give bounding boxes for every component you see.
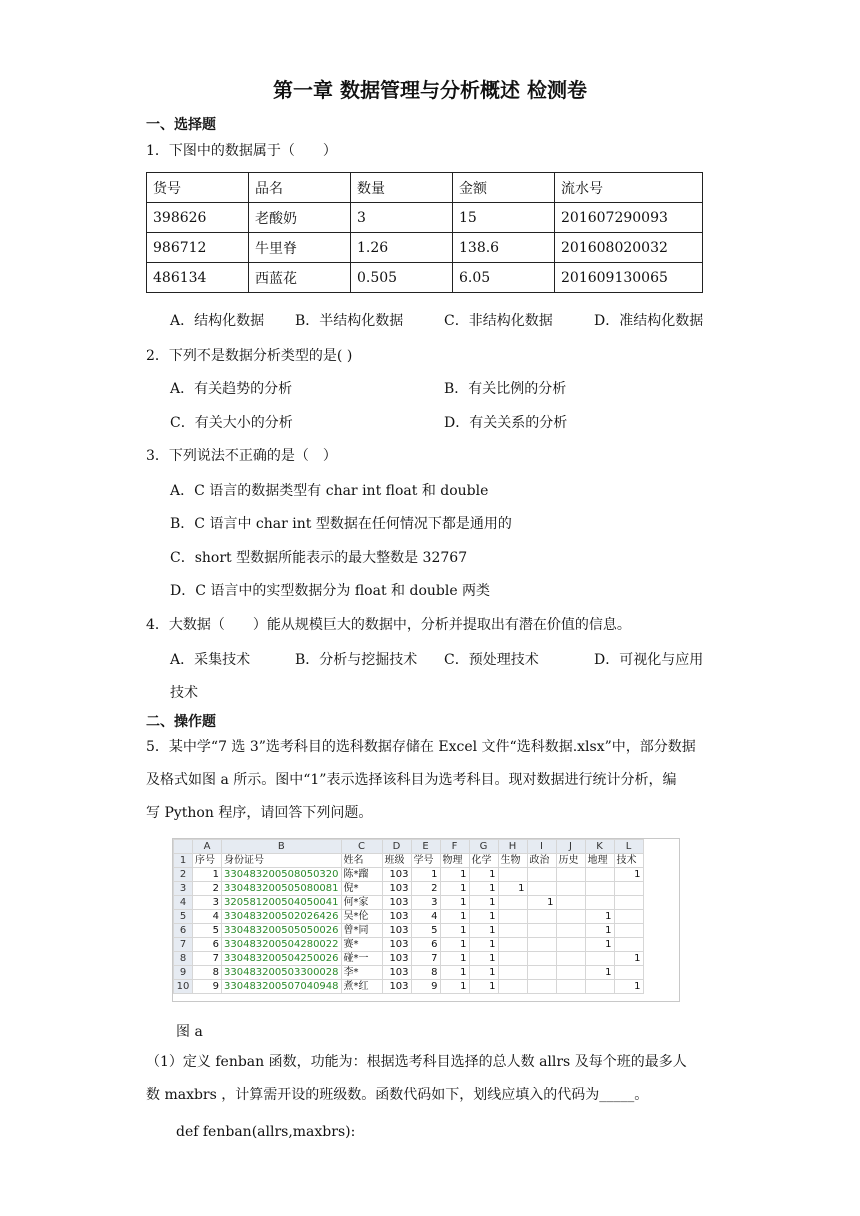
excel-cell: 1: [585, 938, 614, 952]
q1-option-b: B．半结构化数据: [295, 313, 404, 329]
excel-cell: 6: [411, 938, 440, 952]
excel-cell: 7: [411, 952, 440, 966]
excel-row-number: 4: [174, 896, 193, 910]
excel-cell: 1: [469, 938, 498, 952]
excel-cell: 6: [193, 938, 222, 952]
excel-cell: 曾*同: [341, 924, 382, 938]
excel-cell: 3: [411, 896, 440, 910]
excel-corner-cell: [174, 840, 193, 854]
excel-cell: 103: [382, 924, 411, 938]
excel-cell: 1: [585, 924, 614, 938]
excel-cell: 吴*伦: [341, 910, 382, 924]
excel-cell: 1: [469, 896, 498, 910]
excel-cell: [498, 966, 527, 980]
excel-cell: 103: [382, 952, 411, 966]
excel-cell: [614, 924, 643, 938]
excel-cell: 330483200504280022: [222, 938, 342, 952]
excel-cell: 1: [614, 952, 643, 966]
excel-header-cell: 政治: [527, 854, 556, 868]
excel-cell: [556, 980, 585, 994]
excel-cell: 330483200505080081: [222, 882, 342, 896]
excel-row-number: 10: [174, 980, 193, 994]
excel-data-row: [174, 980, 644, 994]
excel-data-row: [174, 910, 644, 924]
excel-cell: 330483200508050320: [222, 868, 342, 882]
excel-data-row: [174, 952, 644, 966]
q2-option-d: D．有关关系的分析: [444, 415, 568, 431]
excel-cell: 1: [440, 882, 469, 896]
excel-row-number: 6: [174, 924, 193, 938]
excel-header-cell: 生物: [498, 854, 527, 868]
excel-cell: 3: [193, 896, 222, 910]
excel-cell: 煮*红: [341, 980, 382, 994]
table-cell: 老酸奶: [249, 203, 351, 233]
q4-option-d-wrap: 技术: [170, 685, 198, 701]
table-header-cell: 数量: [351, 173, 453, 203]
excel-cell: [527, 868, 556, 882]
excel-header-cell: 序号: [193, 854, 222, 868]
table-header-cell: 流水号: [555, 173, 703, 203]
table-cell: 201608020032: [555, 233, 703, 263]
excel-cell: 330483200507040948: [222, 980, 342, 994]
excel-cell: 2: [193, 882, 222, 896]
table-cell: 3: [351, 203, 453, 233]
excel-cell: 1: [585, 910, 614, 924]
excel-cell: 李*: [341, 966, 382, 980]
excel-cell: 倪*: [341, 882, 382, 896]
excel-cell: [527, 882, 556, 896]
excel-cell: 1: [193, 868, 222, 882]
excel-data-row: [174, 924, 644, 938]
q3-option-a: A．C 语言的数据类型有 char int float 和 double: [170, 483, 489, 499]
excel-cell: 330483200505050026: [222, 924, 342, 938]
excel-cell: [527, 938, 556, 952]
table-cell: 201609130065: [555, 263, 703, 293]
excel-cell: [527, 924, 556, 938]
q3-option-b: B．C 语言中 char int 型数据在任何情况下都是通用的: [170, 516, 512, 532]
excel-cell: [556, 882, 585, 896]
excel-cell: 9: [193, 980, 222, 994]
excel-row-number: 8: [174, 952, 193, 966]
q2-option-c: C．有关大小的分析: [170, 415, 293, 431]
excel-cell: [498, 924, 527, 938]
table-cell: 1.26: [351, 233, 453, 263]
excel-data-row: [174, 896, 644, 910]
q3-option-c: C．short 型数据所能表示的最大整数是 32767: [170, 550, 468, 566]
excel-data-rows: [174, 868, 644, 994]
excel-cell: 1: [469, 980, 498, 994]
section-heading-operation: 二、操作题: [146, 714, 216, 730]
table-cell: 西蓝花: [249, 263, 351, 293]
question-5-line-3: 写 Python 程序，请回答下列问题。: [146, 805, 373, 821]
excel-data-row: [174, 938, 644, 952]
table-cell: 0.505: [351, 263, 453, 293]
excel-header-cell: 班级: [382, 854, 411, 868]
excel-cell: 1: [585, 966, 614, 980]
excel-cell: 1: [440, 868, 469, 882]
excel-cell: 1: [614, 980, 643, 994]
excel-col-letter: D: [382, 840, 411, 854]
excel-col-letter: K: [585, 840, 614, 854]
excel-col-letter: L: [614, 840, 643, 854]
excel-cell: [498, 910, 527, 924]
excel-cell: 1: [440, 980, 469, 994]
question-3-stem: 3．下列说法不正确的是（ ）: [146, 448, 337, 464]
question-2-stem: 2．下列不是数据分析类型的是( ): [146, 348, 353, 364]
excel-cell: 1: [527, 896, 556, 910]
excel-cell: 103: [382, 882, 411, 896]
excel-col-letter: J: [556, 840, 585, 854]
table-row: [147, 203, 703, 233]
question-5-sub1-line-2: 数 maxbrs ，计算需开设的班级数。函数代码如下，划线应填入的代码为_____。: [146, 1087, 649, 1103]
code-line-def: def fenban(allrs,maxbrs):: [176, 1124, 356, 1140]
excel-cell: [556, 924, 585, 938]
excel-cell: 103: [382, 910, 411, 924]
excel-cell: 330483200504250026: [222, 952, 342, 966]
question-4-stem: 4．大数据（ ）能从规模巨大的数据中，分析并提取出有潜在价值的信息。: [146, 617, 631, 633]
table-cell: 牛里脊: [249, 233, 351, 263]
excel-cell: [556, 896, 585, 910]
question-5-line-1: 5．某中学“7 选 3”选考科目的选科数据存储在 Excel 文件“选科数据.xlsx”中，部分数据: [146, 739, 696, 755]
table-row: [147, 233, 703, 263]
excel-cell: [556, 868, 585, 882]
excel-cell: 1: [440, 924, 469, 938]
excel-cell: 4: [193, 910, 222, 924]
excel-cell: 5: [411, 924, 440, 938]
table-header-cell: 金额: [453, 173, 555, 203]
excel-cell: [585, 868, 614, 882]
excel-cell: 1: [440, 938, 469, 952]
excel-column-letters: [174, 840, 644, 854]
excel-cell: 2: [411, 882, 440, 896]
q4-option-c: C．预处理技术: [444, 652, 539, 668]
q2-option-b: B．有关比例的分析: [444, 381, 567, 397]
q4-option-b: B．分析与挖掘技术: [295, 652, 418, 668]
q3-option-d: D．C 语言中的实型数据分为 float 和 double 两类: [170, 583, 491, 599]
excel-cell: 1: [469, 910, 498, 924]
section-heading-choice: 一、选择题: [146, 117, 216, 133]
excel-header-cell: 物理: [440, 854, 469, 868]
excel-cell: 8: [411, 966, 440, 980]
excel-header-cell: 身份证号: [222, 854, 342, 868]
table-cell: 15: [453, 203, 555, 233]
excel-cell: 1: [469, 924, 498, 938]
excel-cell: 1: [440, 966, 469, 980]
excel-col-letter: B: [222, 840, 342, 854]
table-cell: 398626: [147, 203, 249, 233]
table-header-cell: 货号: [147, 173, 249, 203]
excel-cell: 赛*: [341, 938, 382, 952]
excel-cell: 330483200503300028: [222, 966, 342, 980]
excel-cell: [527, 910, 556, 924]
excel-col-letter: C: [341, 840, 382, 854]
excel-cell: 碰*一: [341, 952, 382, 966]
excel-cell: [527, 980, 556, 994]
excel-col-letter: E: [411, 840, 440, 854]
excel-cell: 9: [411, 980, 440, 994]
excel-cell: [614, 966, 643, 980]
excel-row-number: 9: [174, 966, 193, 980]
excel-cell: [527, 966, 556, 980]
excel-header-cell: 历史: [556, 854, 585, 868]
excel-cell: 103: [382, 868, 411, 882]
excel-cell: 1: [498, 882, 527, 896]
excel-cell: 103: [382, 980, 411, 994]
table-row: [147, 263, 703, 293]
excel-grid: [173, 839, 644, 994]
excel-cell: [556, 938, 585, 952]
excel-cell: [556, 966, 585, 980]
excel-cell: 1: [469, 952, 498, 966]
excel-cell: [585, 952, 614, 966]
excel-cell: 1: [469, 868, 498, 882]
excel-cell: [527, 952, 556, 966]
excel-cell: [556, 952, 585, 966]
excel-data-row: [174, 868, 644, 882]
excel-cell: 1: [614, 868, 643, 882]
excel-row-number: 5: [174, 910, 193, 924]
excel-col-letter: I: [527, 840, 556, 854]
excel-cell: 1: [469, 966, 498, 980]
table-cell: 138.6: [453, 233, 555, 263]
excel-cell: 5: [193, 924, 222, 938]
excel-col-letter: A: [193, 840, 222, 854]
q2-option-a: A．有关趋势的分析: [170, 381, 293, 397]
excel-cell: 陈*蹓: [341, 868, 382, 882]
excel-cell: 103: [382, 938, 411, 952]
excel-cell: 1: [411, 868, 440, 882]
excel-cell: 7: [193, 952, 222, 966]
table-cell: 201607290093: [555, 203, 703, 233]
goods-table: [146, 172, 703, 293]
excel-cell: [585, 896, 614, 910]
excel-header-cell: 技术: [614, 854, 643, 868]
q1-option-a: A．结构化数据: [170, 313, 265, 329]
question-5-sub1-line-1: （1）定义 fenban 函数，功能为：根据选考科目选择的总人数 allrs 及每个班的最多人: [146, 1054, 687, 1070]
excel-header-row: 1 序号 身份证号 姓名 班级 学号 物理 化学 生物 政治 历史 地理 技术: [174, 854, 644, 868]
excel-cell: [614, 882, 643, 896]
excel-cell: 320581200504050041: [222, 896, 342, 910]
table-header-cell: 品名: [249, 173, 351, 203]
q4-option-d: D．可视化与应用: [594, 652, 704, 668]
excel-cell: 8: [193, 966, 222, 980]
excel-col-letter: G: [469, 840, 498, 854]
excel-cell: [498, 952, 527, 966]
q1-option-d: D．准结构化数据: [594, 313, 704, 329]
excel-row-number: 3: [174, 882, 193, 896]
excel-cell: [498, 938, 527, 952]
page-title: 第一章 数据管理与分析概述 检测卷: [273, 78, 587, 102]
excel-cell: 1: [440, 910, 469, 924]
table-cell: 986712: [147, 233, 249, 263]
excel-cell: [585, 882, 614, 896]
excel-cell: 何*家: [341, 896, 382, 910]
excel-cell: [585, 980, 614, 994]
q1-option-c: C．非结构化数据: [444, 313, 553, 329]
excel-cell: [614, 896, 643, 910]
excel-cell: [614, 938, 643, 952]
excel-header-cell: 姓名: [341, 854, 382, 868]
excel-cell: 103: [382, 896, 411, 910]
excel-cell: 4: [411, 910, 440, 924]
excel-row-number: 2: [174, 868, 193, 882]
excel-cell: 1: [440, 896, 469, 910]
excel-cell: [556, 910, 585, 924]
excel-data-row: [174, 966, 644, 980]
table-header-row: [147, 173, 703, 203]
excel-cell: 1: [440, 952, 469, 966]
excel-cell: [498, 868, 527, 882]
excel-col-letter: H: [498, 840, 527, 854]
figure-caption: 图 a: [176, 1024, 203, 1040]
question-1-stem: 1．下图中的数据属于（ ）: [146, 143, 337, 159]
excel-screenshot-figure: [172, 838, 680, 1002]
excel-row-number: 7: [174, 938, 193, 952]
excel-cell: [614, 910, 643, 924]
excel-cell: [498, 896, 527, 910]
q4-option-a: A．采集技术: [170, 652, 251, 668]
excel-cell: 1: [469, 882, 498, 896]
excel-cell: 103: [382, 966, 411, 980]
excel-cell: 330483200502026426: [222, 910, 342, 924]
question-5-line-2: 及格式如图 a 所示。图中“1”表示选择该科目为选考科目。现对数据进行统计分析，编: [146, 772, 677, 788]
excel-header-cell: 学号: [411, 854, 440, 868]
table-cell: 6.05: [453, 263, 555, 293]
excel-cell: [498, 980, 527, 994]
excel-col-letter: F: [440, 840, 469, 854]
excel-data-row: [174, 882, 644, 896]
table-cell: 486134: [147, 263, 249, 293]
excel-header-cell: 地理: [585, 854, 614, 868]
excel-header-cell: 化学: [469, 854, 498, 868]
